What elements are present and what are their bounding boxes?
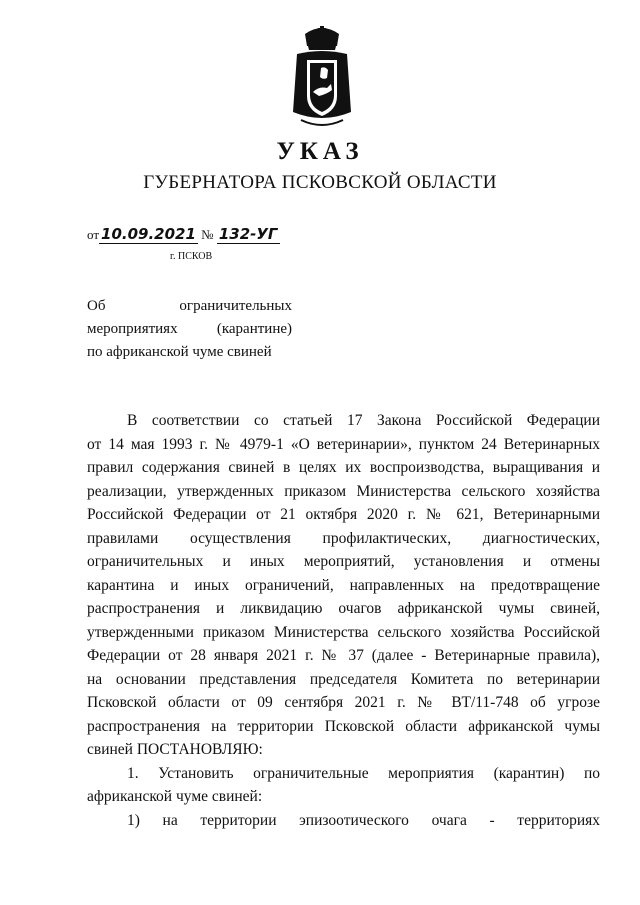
- body-line: карантина и иных ограничений, направленных на предотвращение: [87, 576, 600, 594]
- city-label: г. ПСКОВ: [170, 251, 213, 262]
- handwritten-date: 10.09.2021: [101, 225, 196, 243]
- document-topic: [87, 295, 292, 364]
- date-prefix: от: [87, 227, 100, 242]
- coat-of-arms-emblem: [291, 26, 353, 130]
- body-line: Федерации от 28 января 2021 г. № 37 (далее - Ветеринарные правила),: [87, 647, 600, 664]
- number-sign: №: [201, 227, 214, 242]
- body-line: ограничительных и иных мероприятий, установления и отмены: [87, 553, 600, 570]
- body-line: на основании представления председателя Комитета по ветеринарии: [87, 670, 600, 688]
- body-line: распространения и ликвидацию очагов африканской чумы свиней,: [87, 600, 600, 617]
- topic-line: мероприятиях (карантине): [87, 321, 292, 337]
- document-title: УКАЗ: [276, 138, 364, 165]
- date-number-line: [87, 226, 280, 244]
- topic-line: Об ограничительных: [87, 298, 292, 314]
- body-line: 1. Установить ограничительные мероприятия (карантин) по: [127, 764, 600, 782]
- body-line: В соответствии со статьей 17 Закона Российской Федерации: [127, 412, 600, 429]
- body-line: от 14 мая 1993 г. № 4979-1 «О ветеринарии», пунктом 24 Ветеринарных: [87, 435, 600, 453]
- document-subtitle: ГУБЕРНАТОРА ПСКОВСКОЙ ОБЛАСТИ: [143, 172, 497, 193]
- body-line: утвержденными приказом Министерства сельского хозяйства Российской: [87, 623, 600, 641]
- body-line: африканской чуме свиней:: [87, 788, 263, 805]
- topic-line: по африканской чуме свиней: [87, 344, 272, 360]
- body-line: 1) на территории эпизоотического очага - территориях: [127, 811, 600, 829]
- body-line: реализации, утвержденных приказом Министерства сельского хозяйства: [87, 482, 600, 500]
- body-line: правил содержания свиней в целях их воспроизводства, выращивания и: [87, 459, 600, 476]
- body-line: Российской Федерации от 21 октября 2020 г. № 621, Ветеринарными: [87, 506, 600, 523]
- body-line: свиней ПОСТАНОВЛЯЮ:: [87, 741, 263, 758]
- handwritten-number: 132-УГ: [218, 225, 278, 243]
- body-line: правилами осуществления профилактических, диагностических,: [87, 529, 600, 547]
- body-line: Псковской области от 09 сентября 2021 г. № ВТ/11-748 об угрозе: [87, 694, 600, 711]
- document-body: [87, 409, 600, 832]
- body-line: распространения на территории Псковской области африканской чумы: [87, 717, 600, 735]
